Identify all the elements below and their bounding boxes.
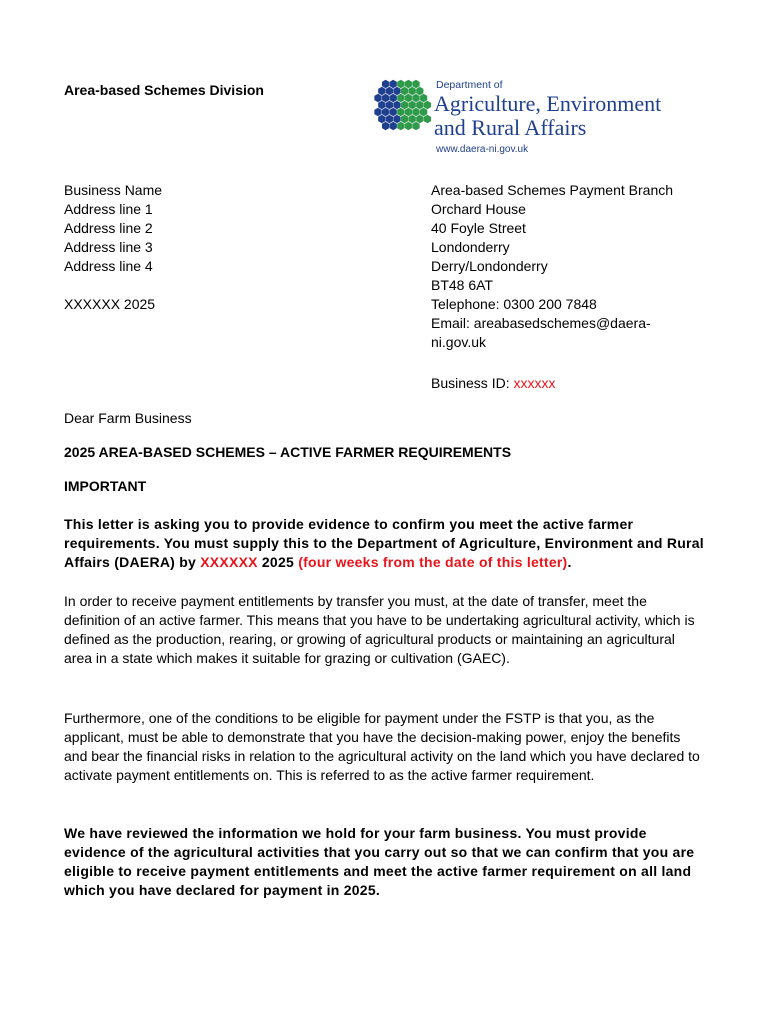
logo-hexagon	[393, 87, 400, 95]
logo-hexagon	[386, 101, 393, 109]
logo-hexagon	[390, 122, 397, 130]
sender-line: BT48 6AT	[431, 277, 493, 293]
logo-hexagon	[382, 94, 389, 102]
sender-line: Orchard House	[431, 201, 526, 217]
logo-hexagon	[397, 108, 404, 116]
p1-year: 2025	[257, 554, 299, 570]
logo-hexagon	[397, 122, 404, 130]
p1-text: This letter is asking you to provide evidence to confirm you meet the active farmer requirements. You must supply this to the Department of Agriculture, Environment and Rural Affairs (DAERA) by	[64, 516, 704, 570]
logo-hexagon	[390, 94, 397, 102]
logo-hexagon	[416, 101, 423, 109]
letter-date: XXXXXX 2025	[64, 296, 156, 312]
logo-hexagon	[397, 80, 404, 88]
logo-rural-affairs-line: and Rural Affairs	[434, 115, 587, 140]
business-id-label: Business ID:	[431, 375, 514, 391]
sender-line: Londonderry	[431, 239, 510, 255]
logo-hexagon	[416, 87, 423, 95]
logo-hexagon	[405, 122, 412, 130]
daera-logo-icon	[372, 78, 432, 138]
logo-hexagon	[382, 122, 389, 130]
logo-hexagon	[412, 122, 419, 130]
important-label: IMPORTANT	[64, 478, 147, 494]
logo-hexagon	[420, 108, 427, 116]
logo-hexagon	[420, 94, 427, 102]
sender-line: Email: areabasedschemes@daera-	[431, 315, 651, 331]
logo-hexagon	[409, 87, 416, 95]
logo-hexagon	[409, 101, 416, 109]
logo-hexagon	[405, 80, 412, 88]
logo-hexagon	[382, 108, 389, 116]
logo-hexagon	[374, 94, 381, 102]
logo-hexagon	[405, 94, 412, 102]
logo-hexagon	[390, 108, 397, 116]
recipient-line: Business Name	[64, 182, 163, 198]
logo-hexagon	[397, 94, 404, 102]
logo-hexagon	[386, 115, 393, 123]
p1-note: (four weeks from the date of this letter)	[298, 554, 568, 570]
logo-hexagon	[424, 101, 431, 109]
logo-website: www.daera-ni.gov.uk	[436, 144, 529, 155]
logo-hexagon	[412, 80, 419, 88]
division-title: Area-based Schemes Division	[64, 82, 264, 98]
logo-hexagon	[393, 101, 400, 109]
logo-hexagon	[412, 108, 419, 116]
salutation: Dear Farm Business	[64, 410, 192, 426]
sender-line: 40 Foyle Street	[431, 220, 526, 236]
p1-deadline: XXXXXX	[200, 554, 258, 570]
logo-department-of: Department of	[436, 79, 503, 91]
recipient-line: Address line 4	[64, 258, 153, 274]
sender-address	[431, 181, 673, 352]
logo-hexagon	[382, 80, 389, 88]
recipient-line: Address line 2	[64, 220, 153, 236]
recipient-line: Address line 1	[64, 201, 153, 217]
logo-hexagon	[416, 115, 423, 123]
logo-hexagon	[405, 108, 412, 116]
sender-line: Telephone: 0300 200 7848	[431, 296, 597, 312]
logo-hexagon	[409, 115, 416, 123]
sender-line: ni.gov.uk	[431, 334, 486, 350]
logo-hexagon	[424, 115, 431, 123]
recipient-line: Address line 3	[64, 239, 153, 255]
logo-hexagon	[401, 101, 408, 109]
logo-hexagon	[401, 115, 408, 123]
p1-end: .	[567, 554, 572, 570]
logo-hexagon	[393, 115, 400, 123]
logo-hexagon	[378, 87, 385, 95]
logo-hexagon	[386, 87, 393, 95]
logo-hexagon	[374, 108, 381, 116]
logo-hexagon	[412, 94, 419, 102]
logo-hexagon	[401, 87, 408, 95]
logo-hexagon	[378, 115, 385, 123]
recipient-address	[64, 181, 162, 276]
sender-line: Area-based Schemes Payment Branch	[431, 182, 674, 198]
paragraph-review-notice: We have reviewed the information we hold for your farm business. You must provide evidence of the agricultural activities that you carry out so that we can confirm that you are eligible to receive payment entitlements and meet the active farmer requirement on all land which you have declared for payment in 2025.	[64, 825, 695, 898]
paragraph-fstp-conditions: Furthermore, one of the conditions to be eligible for payment under the FSTP is that you, as the applicant, must be able to demonstrate that you have the decision-making power, enjoy the benefits and bear the financial risks in relation to the agricultural activity on the land which you have declared to activate payment entitlements on. This is referred to as the active farmer requirement.	[64, 710, 700, 783]
paragraph-active-farmer-definition: In order to receive payment entitlements by transfer you must, at the date of transfer, meet the definition of an active farmer. This means that you have to be undertaking agricultural activity, which is defined as the production, rearing, or growing of agricultural products or maintaining an agricultural area in a state which makes it suitable for grazing or cultivation (GAEC).	[64, 593, 695, 666]
logo-hexagon	[390, 80, 397, 88]
business-id	[431, 374, 555, 393]
business-id-value: xxxxxx	[513, 375, 556, 391]
letter-heading: 2025 AREA-BASED SCHEMES – ACTIVE FARMER REQUIREMENTS	[64, 444, 512, 460]
logo-agriculture-line: Agriculture, Environment	[434, 91, 662, 116]
paragraph-evidence-request	[64, 515, 704, 572]
sender-line: Derry/Londonderry	[431, 258, 548, 274]
logo-hexagon	[378, 101, 385, 109]
